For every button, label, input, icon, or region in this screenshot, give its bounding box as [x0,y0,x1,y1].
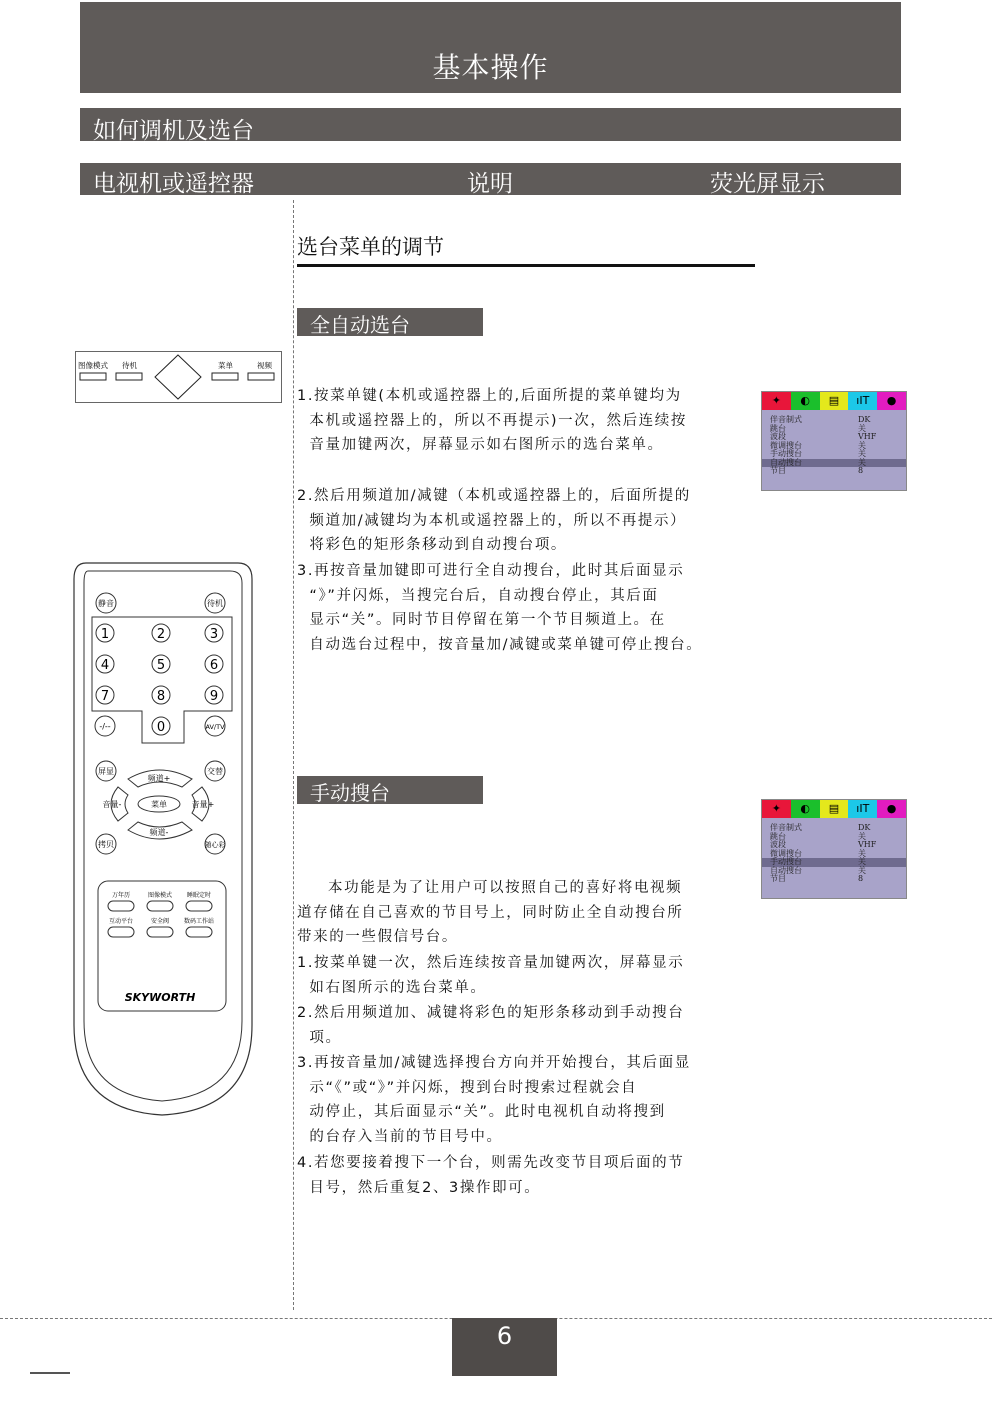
sound-icon: ◐ [791,392,820,410]
channel-icon: ▤ [820,392,849,410]
svg-text:数码工作站: 数码工作站 [183,918,215,925]
svg-text:5: 5 [156,658,166,673]
sound-icon: ◐ [791,800,820,818]
svg-text:音量+: 音量+ [191,800,215,809]
page-number: 6 [452,1318,557,1376]
manual-step-1: 1.按菜单键一次，然后连续按音量加键两次，屏幕显示 如右图所示的选台菜单。 [297,955,685,996]
svg-text:7: 7 [100,689,110,704]
manual-step-3: 3.再按音量加/减键选择搜台方向并开始搜台，其后面显 示“《”或“》”并闪烁，搜到台时搜索过程就会自 动停止，其后面显示“关”。此时电视机自动将搜到 的台存入当前的节目号中。 [297,1055,691,1145]
manual-step-2: 2.然后用频道加、减键将彩色的矩形条移动到手动搜台 项。 [297,1005,685,1046]
corner-mark [30,1372,70,1374]
svg-text:9: 9 [209,689,219,704]
osd-row: 伴音制式 DK [770,823,871,832]
panel-label-standby: 待机 [122,361,137,370]
panel-label-menu: 菜单 [218,361,233,370]
svg-text:睡眠定时: 睡眠定时 [186,892,212,899]
picture-mode-button [147,901,173,911]
svg-text:1: 1 [100,627,110,642]
svg-text:8: 8 [156,689,166,704]
function-icon: ıΙΤ [848,800,877,818]
osd-row: 自动搜台 关 [770,865,866,875]
title-bar [80,2,901,93]
osd-row: 跳台 关 [770,423,866,433]
auto-step-1: 1.按菜单键(本机或遥控器上的,后面所提的菜单键均为 本机或遥控器上的，所以不再提示)一次，然后连续按 音量加键两次，屏幕显示如右图所示的选台菜单。 [297,388,687,453]
svg-text:菜单: 菜单 [151,800,167,809]
svg-text:2: 2 [156,627,166,642]
svg-text:交替: 交替 [207,767,223,776]
sleep-timer-button [186,901,212,911]
osd-row: 微调搜台 关 [770,440,866,450]
svg-text:3: 3 [209,627,219,642]
osd-row: 微调搜台 关 [770,848,866,858]
svg-text:互动平台: 互动平台 [108,918,134,925]
safety-button [147,927,173,937]
svg-text:频道+: 频道+ [147,774,171,783]
timer-icon: ● [877,800,906,818]
svg-text:屏显: 屏显 [98,767,114,776]
manual-step-4: 4.若您要接着搜下一个台，则需先改变节目项后面的节 目号，然后重复2、3操作即可。 [297,1155,685,1196]
svg-text:-/--: -/-- [99,722,111,731]
timer-icon: ● [877,392,906,410]
calendar-button [108,901,134,911]
brand-logo: SKYWORTH [124,991,196,1004]
osd-row-selected: 手动搜台 关 [762,858,906,867]
tv-control-panel [75,351,282,403]
osd-row: 节目 8 [770,874,864,883]
svg-text:频道-: 频道- [149,828,169,837]
svg-text:AV/TV: AV/TV [205,723,225,731]
svg-text:图像模式: 图像模式 [147,892,173,899]
svg-text:6: 6 [209,658,219,673]
osd-menu-manual [761,799,907,899]
subtitle-bar [80,108,901,144]
osd-menu-auto [761,391,907,491]
auto-tune-heading [297,308,483,336]
column-header-screen: 荧光屏显示 [710,171,825,197]
osd-row: 伴音制式 DK [770,415,871,424]
auto-step-3: 3.再按音量加键即可进行全自动搜台，此时其后面显示 “》”并闪烁，当搜完台后，自动搜台停止，其后面 显示“关”。同时节目停留在第一个节目频道上。在 自动选台过程中，按音量加/减键或菜单键可停止搜台。 [297,563,703,653]
manual-tune-heading-text: 手动搜台 [310,781,390,805]
osd-row: 手动搜台 关 [770,449,866,458]
svg-text:4: 4 [100,658,110,673]
picture-icon: ✦ [762,800,791,818]
manual-intro: 本功能是为了让用户可以按照自己的喜好将电视频 道存储在自己喜欢的节目号上，同时防止全自动搜台所 带来的一些假信号台。 [297,880,684,945]
column-divider [293,200,294,1310]
function-icon: ıΙΤ [848,392,877,410]
column-header-device: 电视机或遥控器 [93,171,254,197]
page-title: 基本操作 [432,51,549,84]
osd-row: 波段 VHF [770,840,877,849]
svg-text:拷贝: 拷贝 [98,840,114,849]
page-subtitle: 如何调机及选台 [93,118,254,144]
panel-label-picture-mode: 图像模式 [78,361,108,370]
section-title: 选台菜单的调节 [297,235,444,259]
panel-drawing [76,352,281,402]
workstation-button [186,927,212,937]
osd-icon-bar [762,392,906,410]
auto-step-2: 2.然后用频道加/减键（本机或遥控器上的，后面所提的 频道加/减键均为本机或遥控器上的，所以不再提示） 将彩色的矩形条移动到自动搜台项。 [297,488,691,553]
osd-row-selected: 自动搜台 关 [762,459,906,468]
osd-icon-bar [762,800,906,818]
manual-tune-heading [297,776,483,804]
remote-control [66,555,266,1125]
svg-text:安全阀: 安全阀 [150,918,170,925]
osd-row: 节目 8 [770,466,864,475]
column-header-bar [80,163,901,195]
interactive-button [108,927,134,937]
svg-text:万年历: 万年历 [111,892,131,899]
channel-icon: ▤ [820,800,849,818]
osd-row: 波段 VHF [770,432,877,441]
svg-text:随心彩: 随心彩 [204,841,226,849]
auto-tune-heading-text: 全自动选台 [310,313,410,337]
column-header-description: 说明 [467,171,513,197]
section-rule [297,264,755,267]
svg-text:音量-: 音量- [102,800,122,809]
picture-icon: ✦ [762,392,791,410]
panel-label-video: 视频 [257,361,272,370]
standby-label: 待机 [207,599,223,608]
mute-label: 静音 [98,599,114,608]
osd-row: 跳台 关 [770,831,866,841]
svg-text:0: 0 [156,720,166,735]
